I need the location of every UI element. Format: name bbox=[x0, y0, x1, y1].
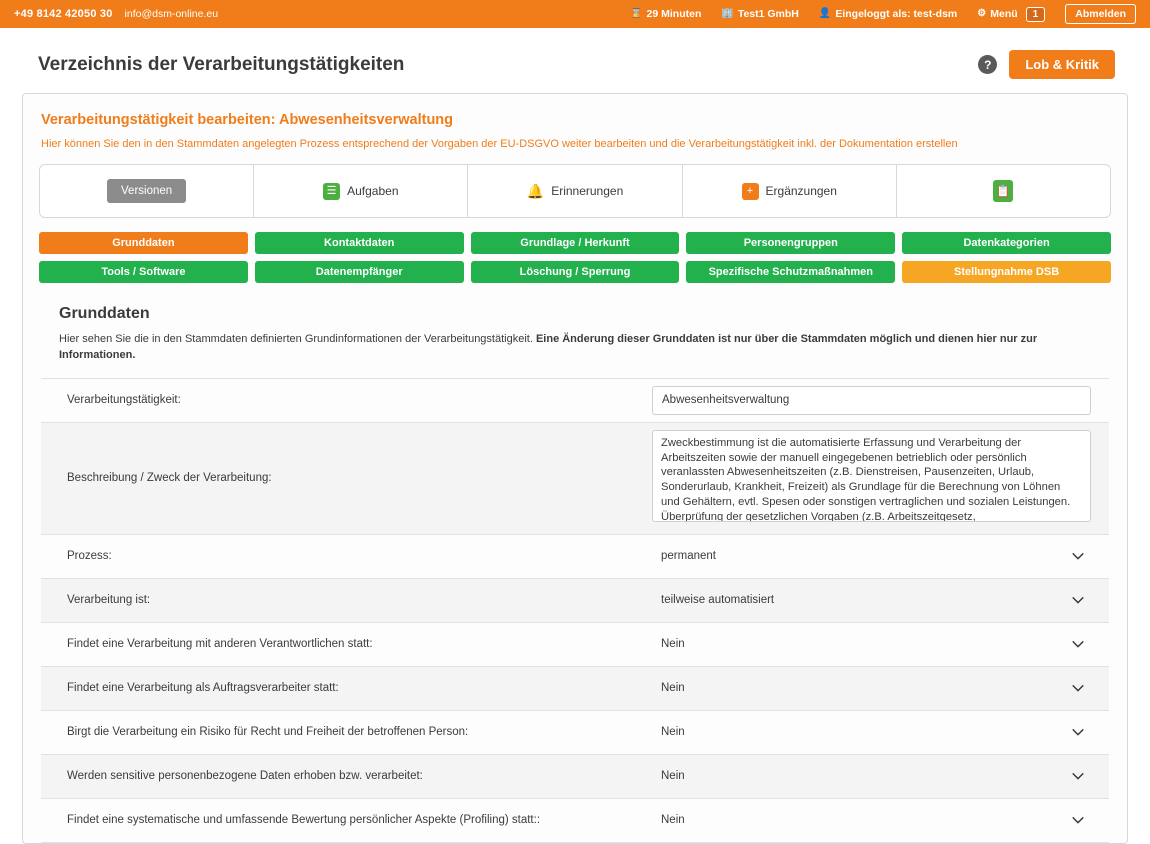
field-row-andere-verantwortliche bbox=[41, 623, 1109, 667]
nav-spezifische-schutzmassnahmen[interactable]: Spezifische Schutzmaßnahmen bbox=[686, 261, 895, 283]
list-icon: ☰ bbox=[323, 183, 340, 200]
field-row-sensitive-daten bbox=[41, 755, 1109, 799]
field-control-profiling bbox=[652, 806, 1091, 835]
field-label-sensitive-daten: Werden sensitive personenbezogene Daten erhoben bzw. verarbeitet: bbox=[67, 770, 423, 783]
bell-icon: 🔔 bbox=[526, 182, 545, 199]
field-label-verarbeitung-ist: Verarbeitung ist: bbox=[67, 594, 151, 607]
grunddaten-section bbox=[39, 305, 1111, 843]
nav-tools-software[interactable]: Tools / Software bbox=[39, 261, 248, 283]
nav-kontaktdaten[interactable]: Kontaktdaten bbox=[255, 232, 464, 254]
nav-grundlage-herkunft[interactable]: Grundlage / Herkunft bbox=[471, 232, 680, 254]
nav-datenempfaenger[interactable]: Datenempfänger bbox=[255, 261, 464, 283]
company-label: Test1 GmbH bbox=[737, 8, 799, 20]
profiling-select-value: Nein bbox=[661, 814, 685, 827]
section-description bbox=[59, 332, 1091, 364]
email-address[interactable]: info@dsm-online.eu bbox=[124, 8, 219, 20]
page-title: Verzeichnis der Verarbeitungstätigkeiten bbox=[38, 53, 405, 75]
field-label-prozess: Prozess: bbox=[67, 550, 112, 563]
tab-erinnerungen-inner bbox=[527, 183, 624, 200]
nav-personengruppen[interactable]: Personengruppen bbox=[686, 232, 895, 254]
top-bar bbox=[0, 0, 1150, 28]
section-description-plain: Hier sehen Sie die in den Stammdaten definierten Grundinformationen der Verarbeitungstätigkeit. bbox=[59, 333, 536, 345]
tab-erinnerungen[interactable] bbox=[468, 165, 682, 217]
tab-versionen-label: Versionen bbox=[107, 179, 186, 203]
session-timer bbox=[630, 8, 701, 20]
field-row-profiling bbox=[41, 799, 1109, 843]
tab-aufgaben-inner bbox=[323, 183, 398, 200]
edit-activity-panel bbox=[22, 93, 1128, 844]
field-label-profiling: Findet eine systematische und umfassende Bewertung persönlicher Aspekte (Profiling) statt:: bbox=[67, 814, 541, 827]
menu-label: Menü bbox=[990, 8, 1018, 20]
nav-grunddaten[interactable]: Grunddaten bbox=[39, 232, 248, 254]
field-control-prozess bbox=[652, 542, 1091, 571]
field-control-auftragsverarbeiter bbox=[652, 674, 1091, 703]
andere-verantwortliche-select[interactable] bbox=[652, 630, 1091, 659]
tool-tabs bbox=[39, 164, 1111, 218]
clipboard-icon: 📋 bbox=[993, 180, 1013, 202]
page-header bbox=[0, 28, 1150, 93]
tab-versionen[interactable] bbox=[40, 165, 254, 217]
field-control-risiko bbox=[652, 718, 1091, 747]
logged-in-user bbox=[819, 8, 957, 20]
hourglass-icon: ⌛ bbox=[630, 8, 643, 19]
prozess-select-value: permanent bbox=[661, 550, 716, 563]
field-control-beschreibung bbox=[652, 430, 1091, 527]
user-icon: 👤 bbox=[818, 8, 832, 19]
menu-button[interactable] bbox=[977, 7, 1045, 22]
field-label-beschreibung: Beschreibung / Zweck der Verarbeitung: bbox=[67, 472, 272, 485]
tab-ergaenzungen[interactable] bbox=[683, 165, 897, 217]
field-row-verarbeitung-ist bbox=[41, 579, 1109, 623]
building-icon: 🏢 bbox=[721, 8, 734, 19]
prozess-select[interactable] bbox=[652, 542, 1091, 571]
verarbeitung-ist-select-value: teilweise automatisiert bbox=[661, 594, 775, 607]
session-timer-label: 29 Minuten bbox=[646, 8, 702, 20]
tab-ergaenzungen-inner bbox=[742, 183, 837, 200]
field-control-verarbeitungstaetigkeit bbox=[652, 386, 1091, 415]
logged-in-user-label: Eingeloggt als: test-dsm bbox=[835, 8, 958, 20]
tab-ergaenzungen-label: Ergänzungen bbox=[765, 184, 837, 198]
field-label-andere-verantwortliche: Findet eine Verarbeitung mit anderen Verantwortlichen statt: bbox=[67, 638, 373, 651]
section-nav bbox=[39, 232, 1111, 283]
auftragsverarbeiter-select[interactable] bbox=[652, 674, 1091, 703]
section-description-bold: Eine Änderung dieser Grunddaten ist nur über die Stammdaten möglich und dienen hier nur zur Informationen. bbox=[59, 333, 1038, 361]
tab-aufgaben[interactable] bbox=[254, 165, 468, 217]
tab-aufgaben-label: Aufgaben bbox=[347, 184, 399, 198]
field-row-auftragsverarbeiter bbox=[41, 667, 1109, 711]
panel-title: Verarbeitungstätigkeit bearbeiten: Abwesenheitsverwaltung bbox=[41, 112, 454, 128]
risiko-select-value: Nein bbox=[661, 726, 685, 739]
panel-subtitle: Hier können Sie den in den Stammdaten angelegten Prozess entsprechend der Vorgaben der EU-DSGVO weiter bearbeiten und die Verarbeitungstätigkeit inkl. der Dokumentation erstellen bbox=[41, 138, 958, 150]
field-row-risiko bbox=[41, 711, 1109, 755]
profiling-select[interactable] bbox=[652, 806, 1091, 835]
nav-stellungnahme-dsb[interactable]: Stellungnahme DSB bbox=[902, 261, 1111, 283]
phone-number: +49 8142 42050 30 bbox=[14, 8, 113, 20]
section-title: Grunddaten bbox=[59, 305, 150, 322]
field-control-sensitive-daten bbox=[652, 762, 1091, 791]
feedback-button[interactable]: Lob & Kritik bbox=[1009, 50, 1115, 79]
tab-dokumentation[interactable] bbox=[897, 165, 1110, 217]
verarbeitungstaetigkeit-input[interactable] bbox=[652, 386, 1091, 415]
auftragsverarbeiter-select-value: Nein bbox=[661, 682, 685, 695]
sensitive-daten-select[interactable] bbox=[652, 762, 1091, 791]
grunddaten-form bbox=[41, 378, 1109, 843]
question-mark-icon[interactable]: ? bbox=[978, 55, 997, 74]
risiko-select[interactable] bbox=[652, 718, 1091, 747]
field-label-risiko: Birgt die Verarbeitung ein Risiko für Recht und Freiheit der betroffenen Person: bbox=[67, 726, 469, 739]
tab-erinnerungen-label: Erinnerungen bbox=[551, 184, 624, 198]
company-indicator bbox=[721, 8, 799, 20]
field-row-prozess bbox=[41, 535, 1109, 579]
nav-loeschung-sperrung[interactable]: Löschung / Sperrung bbox=[471, 261, 680, 283]
field-control-verarbeitung-ist bbox=[652, 586, 1091, 615]
field-label-auftragsverarbeiter: Findet eine Verarbeitung als Auftragsverarbeiter statt: bbox=[67, 682, 339, 695]
menu-badge: 1 bbox=[1026, 7, 1046, 22]
field-row-beschreibung bbox=[41, 423, 1109, 535]
field-control-andere-verantwortliche bbox=[652, 630, 1091, 659]
logout-button[interactable]: Abmelden bbox=[1065, 4, 1136, 24]
nav-datenkategorien[interactable]: Datenkategorien bbox=[902, 232, 1111, 254]
field-label-verarbeitungstaetigkeit: Verarbeitungstätigkeit: bbox=[67, 394, 181, 407]
beschreibung-textarea[interactable] bbox=[652, 430, 1091, 522]
sensitive-daten-select-value: Nein bbox=[661, 770, 685, 783]
gear-icon: ⚙ bbox=[977, 8, 987, 19]
field-row-verarbeitungstaetigkeit bbox=[41, 379, 1109, 423]
verarbeitung-ist-select[interactable] bbox=[652, 586, 1091, 615]
plus-icon: + bbox=[742, 183, 759, 200]
andere-verantwortliche-select-value: Nein bbox=[661, 638, 685, 651]
